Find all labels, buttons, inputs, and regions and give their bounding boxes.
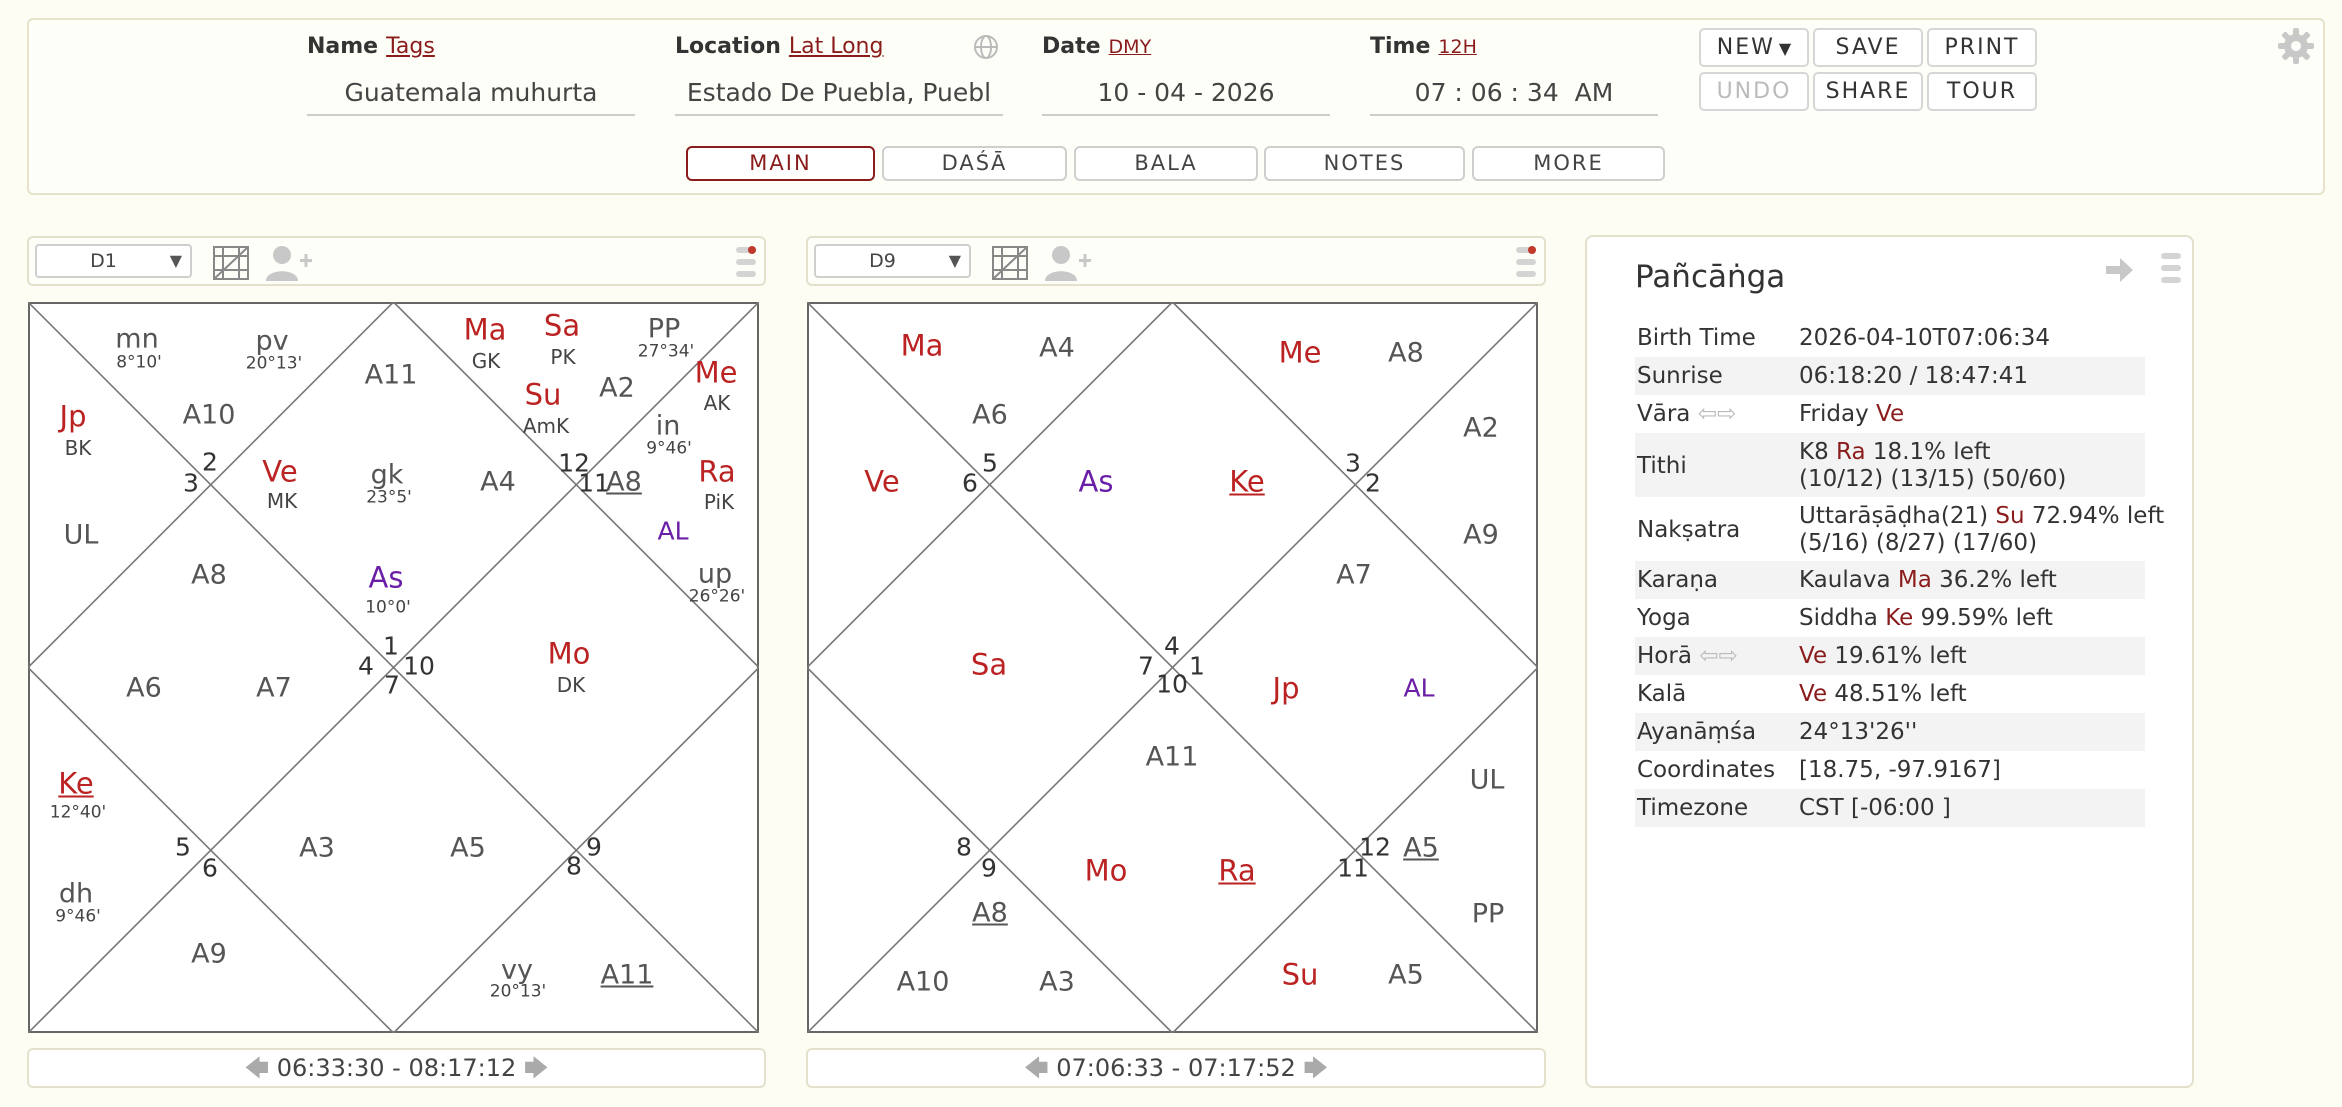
chart-item[interactable]: A8 xyxy=(972,897,1008,929)
chart-item[interactable]: A11 xyxy=(600,959,654,991)
chart-degree: 9°46' xyxy=(646,438,692,459)
planet-me[interactable]: Me xyxy=(694,355,738,390)
row-tithi: Tithi K8 Ra 18.1% left (10/12) (13/15) (50/60) xyxy=(1635,433,2145,497)
division-select-left[interactable]: D1 ▼ xyxy=(35,244,192,278)
chart-item[interactable]: A10 xyxy=(896,966,950,998)
tab-notes[interactable]: NOTES xyxy=(1264,146,1465,181)
chart-item[interactable]: A3 xyxy=(1039,966,1075,998)
chart-item[interactable]: A4 xyxy=(480,466,516,498)
planet-mo[interactable]: Mo xyxy=(1084,853,1128,888)
time-field[interactable]: 07 : 06 : 34 AM xyxy=(1370,74,1658,116)
swap-arrows-icon[interactable]: ⇦⇨ xyxy=(1697,401,1737,427)
row-birth-time: Birth Time 2026-04-10T07:06:34 xyxy=(1637,325,2051,351)
planet-as[interactable]: As xyxy=(1078,464,1114,499)
house-number: 11 xyxy=(578,468,610,498)
chart-item[interactable]: PP xyxy=(1471,898,1505,930)
chart-item[interactable]: UL xyxy=(63,519,99,551)
planet-as[interactable]: As xyxy=(368,560,404,595)
house-number: 9 xyxy=(981,853,997,883)
house-number: 2 xyxy=(1365,468,1381,498)
chart-item[interactable]: mn xyxy=(115,323,159,355)
tab-main[interactable]: MAIN xyxy=(686,146,875,181)
chart-item[interactable]: A7 xyxy=(256,672,292,704)
left-time-range-bar xyxy=(27,1048,766,1088)
d1-chart xyxy=(28,302,759,1033)
house-number: 7 xyxy=(1138,651,1154,681)
planet-ma[interactable]: Ma xyxy=(900,328,944,363)
house-number: 2 xyxy=(202,447,218,477)
chart-item[interactable]: A6 xyxy=(972,399,1008,431)
date-field[interactable]: 10 - 04 - 2026 xyxy=(1042,74,1330,116)
chart-item[interactable]: A6 xyxy=(126,672,162,704)
row-timezone: Timezone CST [-06:00 ] xyxy=(1635,789,2145,827)
grid-icon[interactable] xyxy=(212,245,250,281)
planet-ve[interactable]: Ve xyxy=(262,454,298,489)
chart-item[interactable]: A5 xyxy=(1388,959,1424,991)
prev-arrow-icon[interactable]: 🡄 xyxy=(1023,1054,1049,1082)
chart-item[interactable]: A5 xyxy=(450,832,486,864)
tab-bala[interactable]: BALA xyxy=(1074,146,1258,181)
panel-title: Pañcāṅga xyxy=(1635,259,1786,295)
time-range: 06:33:30 - 08:17:12 xyxy=(276,1054,517,1082)
planet-su[interactable]: Su xyxy=(1281,957,1319,992)
chart-degree: 20°13' xyxy=(489,981,547,1002)
karaka-label: AmK xyxy=(522,414,570,438)
house-number: 6 xyxy=(962,468,978,498)
tour-button[interactable]: TOUR xyxy=(1927,72,2037,111)
house-number: 12 xyxy=(558,448,590,478)
house-number: 5 xyxy=(982,448,998,478)
karaka-label: PK xyxy=(550,345,576,369)
planet-me[interactable]: Me xyxy=(1278,335,1322,370)
chart-item-al[interactable]: AL xyxy=(1403,673,1435,703)
tab-more[interactable]: MORE xyxy=(1472,146,1665,181)
location-label: Location Lat Long xyxy=(675,34,884,59)
planet-jp[interactable]: Jp xyxy=(59,399,87,434)
chart-item[interactable]: A5 xyxy=(1403,832,1439,864)
time-range: 07:06:33 - 07:17:52 xyxy=(1056,1054,1296,1082)
house-number: 5 xyxy=(175,832,191,862)
chart-item[interactable]: A7 xyxy=(1336,559,1372,591)
12h-link[interactable]: 12H xyxy=(1438,36,1477,58)
chart-item[interactable]: A2 xyxy=(599,372,635,404)
undo-button[interactable]: UNDO xyxy=(1699,72,1809,111)
planet-ma[interactable]: Ma xyxy=(463,312,507,347)
chart-degree: 27°34' xyxy=(637,341,695,362)
chart-degree: 20°13' xyxy=(245,353,303,374)
row-karana: Karaṇa Kaulava Ma 36.2% left xyxy=(1635,561,2145,599)
d9-chart xyxy=(807,302,1538,1033)
options-icon[interactable] xyxy=(1514,244,1538,282)
chart-item[interactable]: in xyxy=(655,410,681,442)
chart-item[interactable]: A10 xyxy=(182,399,236,431)
right-chart-toolbar xyxy=(806,236,1546,286)
new-button[interactable]: NEW ▼ xyxy=(1699,28,1809,67)
next-arrow-icon[interactable]: 🡆 xyxy=(523,1054,549,1082)
globe-icon[interactable] xyxy=(973,34,999,60)
gear-icon[interactable] xyxy=(2277,27,2315,65)
share-button[interactable]: SHARE xyxy=(1813,72,1923,111)
add-person-icon[interactable] xyxy=(264,244,314,282)
chart-degree: 12°40' xyxy=(49,802,107,823)
karaka-label: BK xyxy=(64,436,92,460)
row-ayanamsa: Ayanāṃśa 24°13'26'' xyxy=(1635,713,2145,751)
house-number: 10 xyxy=(1156,669,1188,699)
karaka-label: PiK xyxy=(703,490,735,514)
chart-item[interactable]: A11 xyxy=(1145,741,1199,773)
house-number: 10 xyxy=(403,651,435,681)
row-nakshatra: Nakṣatra Uttarāṣāḍha(21) Su 72.94% left (5/16) (8/27) (17/60) xyxy=(1637,503,2165,556)
karaka-label: DK xyxy=(556,673,586,697)
location-field[interactable]: Estado De Puebla, Puebl xyxy=(675,74,1003,116)
row-kala: Kalā Ve 48.51% left xyxy=(1637,681,1967,707)
planet-mo[interactable]: Mo xyxy=(547,636,591,671)
latlong-link[interactable]: Lat Long xyxy=(788,34,884,59)
karaka-label: MK xyxy=(266,489,298,513)
right-time-range-bar xyxy=(806,1048,1546,1088)
chart-item[interactable]: PP xyxy=(647,313,681,345)
add-person-icon[interactable] xyxy=(1043,244,1093,282)
house-number: 3 xyxy=(183,468,199,498)
row-coordinates: Coordinates [18.75, -97.9167] xyxy=(1637,757,2001,783)
arrow-right-icon[interactable] xyxy=(2102,253,2136,287)
planet-ve[interactable]: Ve xyxy=(864,464,900,499)
chart-degree: 8°10' xyxy=(116,352,162,373)
chart-item[interactable]: gk xyxy=(370,459,404,491)
house-number: 6 xyxy=(202,853,218,883)
planet-sa[interactable]: Sa xyxy=(543,308,581,343)
print-button[interactable]: PRINT xyxy=(1927,28,2037,67)
chart-item[interactable]: vy xyxy=(501,954,533,986)
swap-arrows-icon[interactable]: ⇦⇨ xyxy=(1699,643,1738,669)
house-number: 9 xyxy=(586,832,602,862)
chart-degree: 9°46' xyxy=(55,906,101,927)
planet-ra[interactable]: Ra xyxy=(698,454,736,489)
options-icon[interactable] xyxy=(734,244,758,282)
house-number: 3 xyxy=(1345,448,1361,478)
row-sunrise: Sunrise 06:18:20 / 18:47:41 xyxy=(1635,357,2145,395)
chart-item[interactable]: pv xyxy=(255,325,289,357)
tab-dasa[interactable]: DAŚĀ xyxy=(882,146,1067,181)
tags-link[interactable]: Tags xyxy=(386,34,435,59)
planet-jp[interactable]: Jp xyxy=(1272,671,1300,706)
planet-ke[interactable]: Ke xyxy=(58,766,94,801)
planet-ra[interactable]: Ra xyxy=(1218,853,1256,888)
planet-su[interactable]: Su xyxy=(524,377,562,412)
house-number: 4 xyxy=(1164,631,1180,661)
chart-item[interactable]: A8 xyxy=(606,466,642,498)
row-vara: Vāra ⇦⇨ Friday Ve xyxy=(1637,401,1905,427)
chart-item[interactable]: UL xyxy=(1469,764,1505,796)
chart-lines xyxy=(807,302,1538,1033)
chart-lines xyxy=(28,302,759,1033)
save-button[interactable]: SAVE xyxy=(1813,28,1923,67)
chart-item[interactable]: up xyxy=(697,558,733,590)
house-number: 8 xyxy=(956,832,972,862)
name-label: Name Tags xyxy=(307,34,435,59)
house-number: 4 xyxy=(358,651,374,681)
chart-degree: 26°26' xyxy=(688,586,746,607)
chart-item[interactable]: A2 xyxy=(1463,412,1499,444)
house-number: 1 xyxy=(383,631,399,661)
chart-item[interactable]: A8 xyxy=(191,559,227,591)
row-yoga: Yoga Siddha Ke 99.59% left xyxy=(1637,605,2053,631)
chart-degree: 23°5' xyxy=(366,487,412,508)
karaka-label: AK xyxy=(703,391,731,415)
chart-degree: 10°0' xyxy=(365,597,411,618)
karaka-label: GK xyxy=(471,349,501,373)
date-label: Date DMY xyxy=(1042,34,1152,59)
chart-item[interactable]: A11 xyxy=(364,359,418,391)
row-hora: Horā ⇦⇨ Ve 19.61% left xyxy=(1635,637,2145,675)
name-field[interactable]: Guatemala muhurta xyxy=(307,74,635,116)
chart-item[interactable]: A9 xyxy=(1463,519,1499,551)
next-arrow-icon[interactable]: 🡆 xyxy=(1303,1054,1329,1082)
dmy-link[interactable]: DMY xyxy=(1108,36,1152,58)
house-number: 8 xyxy=(566,851,582,881)
time-label: Time 12H xyxy=(1370,34,1477,59)
house-number: 11 xyxy=(1337,853,1369,883)
options-icon[interactable] xyxy=(2159,249,2183,289)
chart-item[interactable]: A4 xyxy=(1039,332,1075,364)
planet-ke[interactable]: Ke xyxy=(1229,464,1265,499)
division-select-right[interactable]: D9 ▼ xyxy=(814,244,971,278)
house-number: 7 xyxy=(384,670,400,700)
planet-sa[interactable]: Sa xyxy=(970,647,1008,682)
chart-item[interactable]: A9 xyxy=(191,938,227,970)
left-chart-toolbar xyxy=(27,236,766,286)
prev-arrow-icon[interactable]: 🡄 xyxy=(244,1054,270,1082)
chart-item-al[interactable]: AL xyxy=(657,516,689,546)
chart-item[interactable]: A8 xyxy=(1388,337,1424,369)
house-number: 12 xyxy=(1359,832,1391,862)
chart-item[interactable]: A3 xyxy=(299,832,335,864)
house-number: 1 xyxy=(1189,651,1205,681)
grid-icon[interactable] xyxy=(991,245,1029,281)
pancanga-panel xyxy=(1585,235,2194,1088)
chart-item[interactable]: dh xyxy=(58,878,94,910)
